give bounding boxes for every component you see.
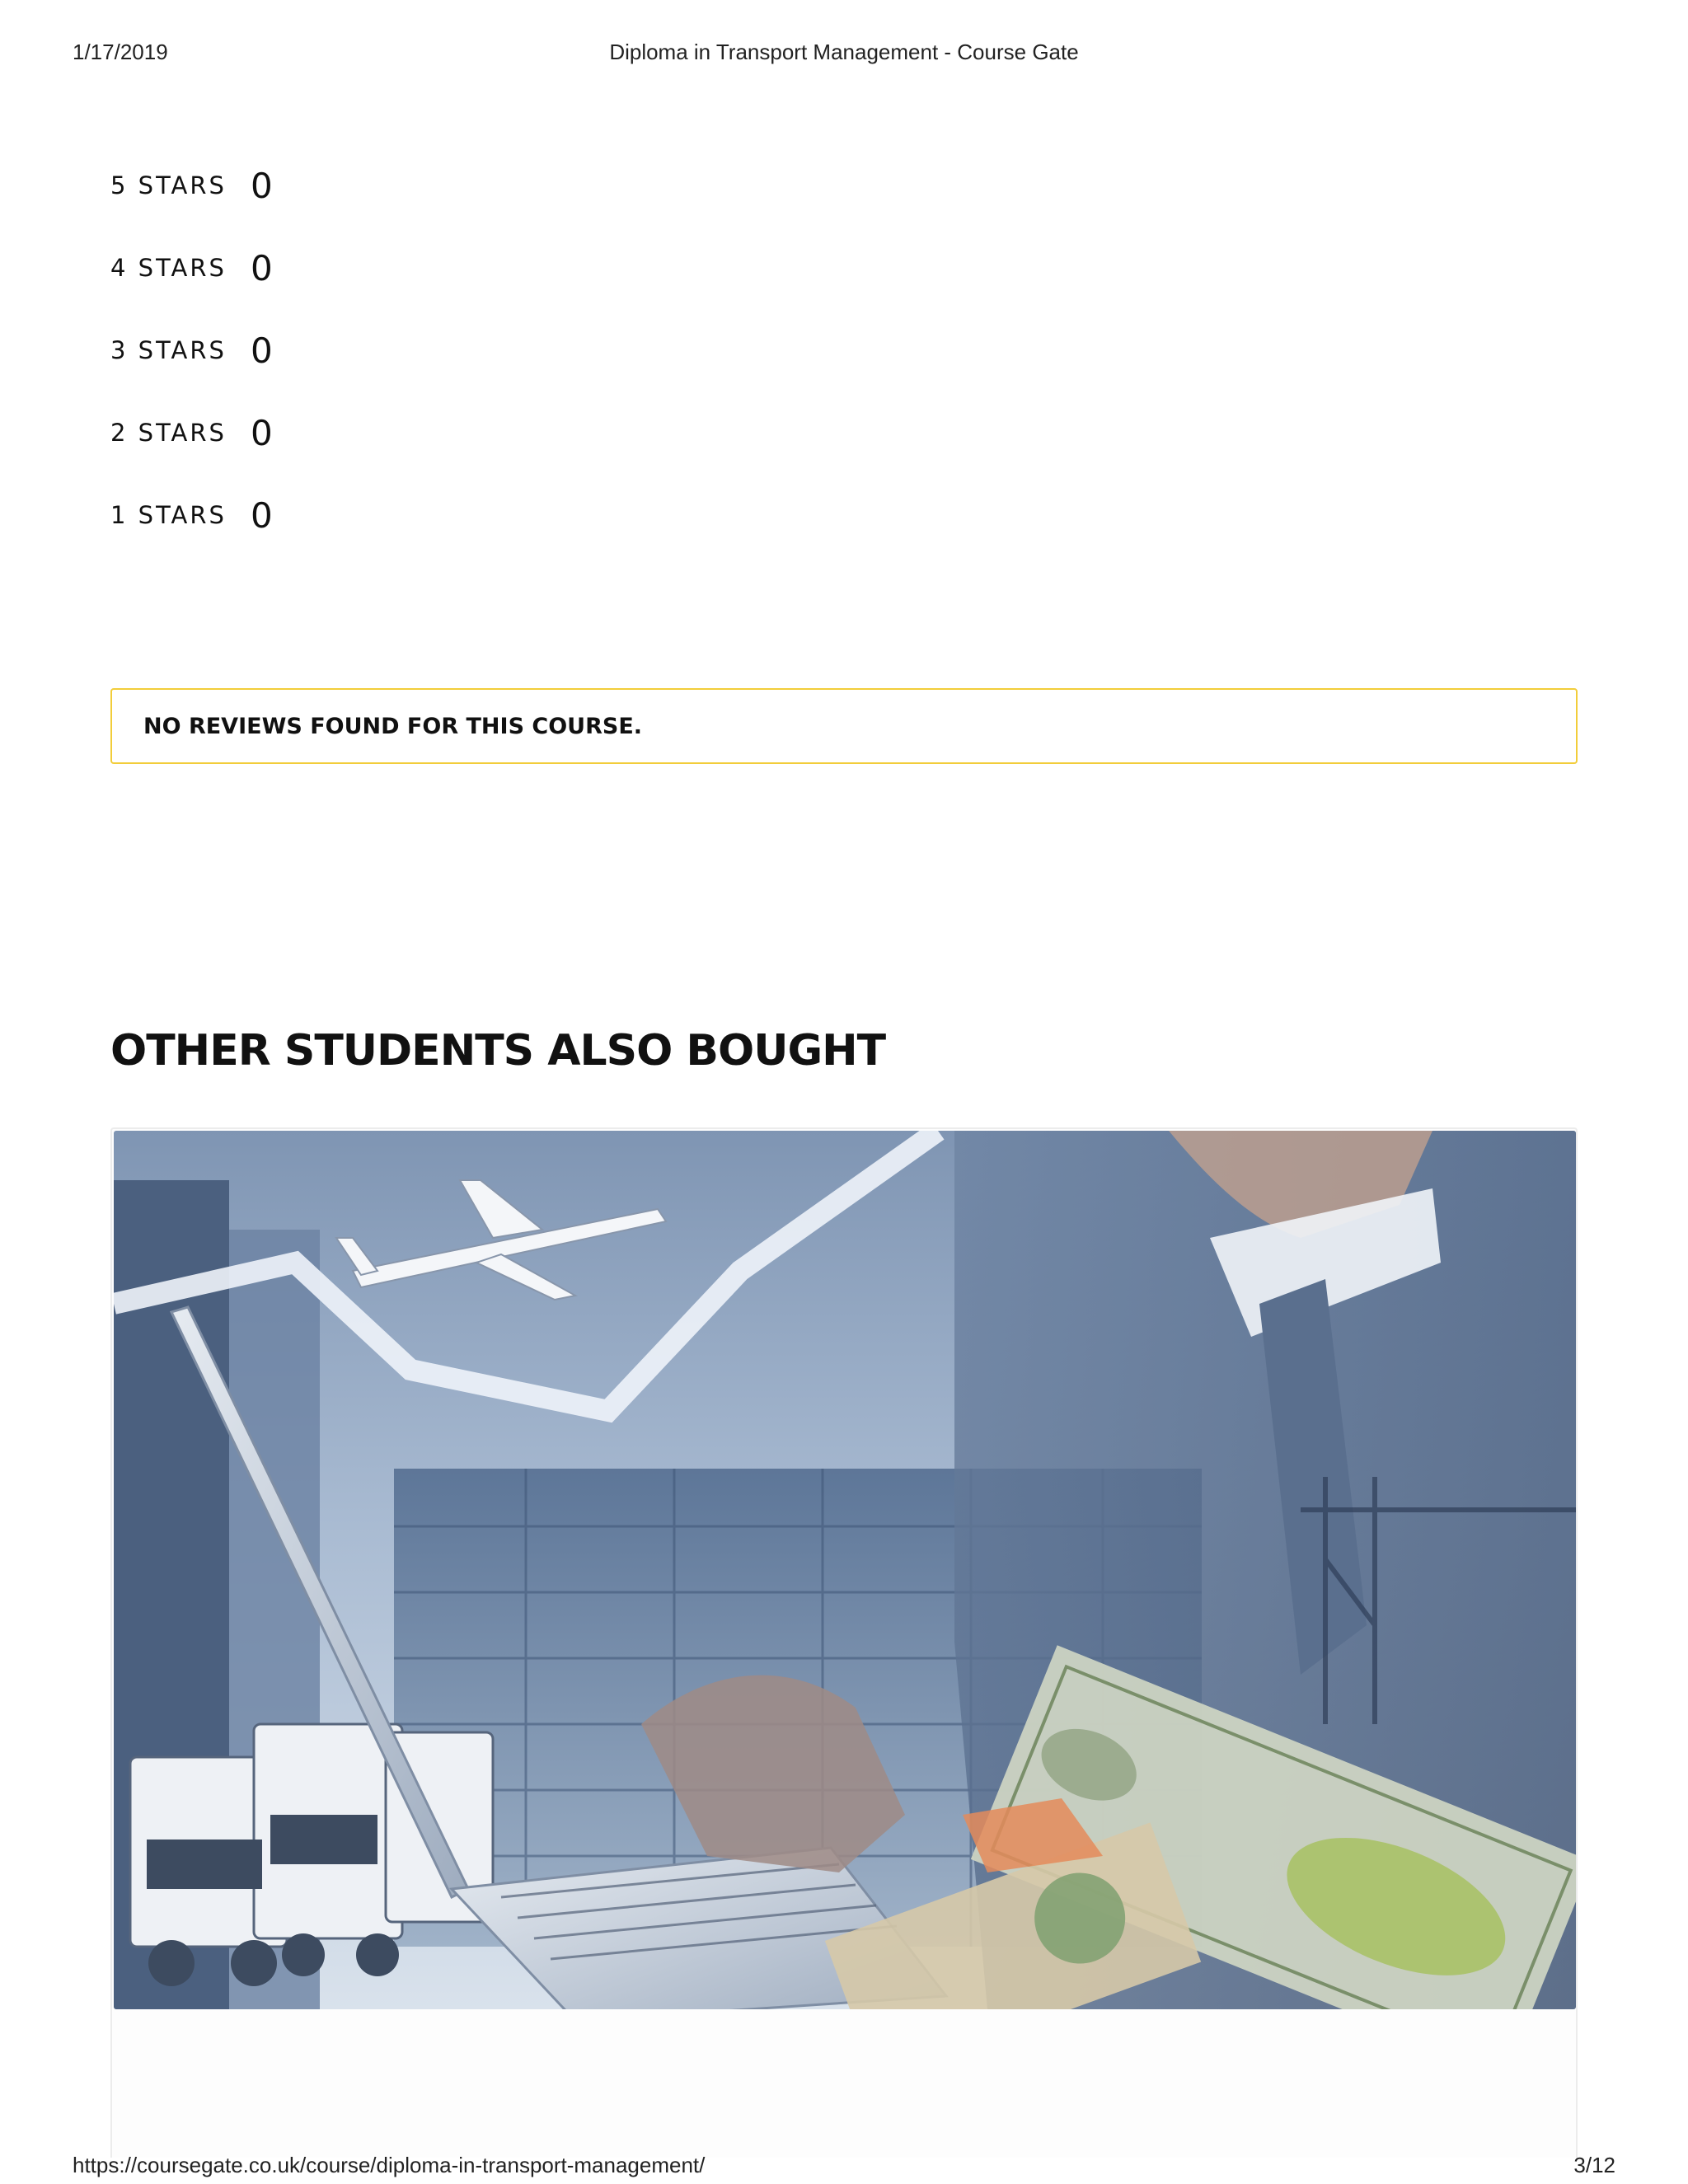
print-header bbox=[0, 40, 1688, 68]
rating-count: 0 bbox=[251, 330, 273, 371]
rating-row-2 bbox=[110, 391, 273, 474]
also-bought-title: OTHER STUDENTS ALSO BOUGHT bbox=[110, 1026, 886, 1076]
rating-label: 2 STARS bbox=[110, 419, 227, 447]
print-page-title: Diploma in Transport Management - Course Gate bbox=[609, 40, 1079, 64]
rating-count: 0 bbox=[251, 165, 273, 206]
rating-row-3 bbox=[110, 309, 273, 391]
rating-label: 3 STARS bbox=[110, 336, 227, 364]
rating-count: 0 bbox=[251, 247, 273, 288]
print-footer bbox=[0, 2153, 1688, 2181]
print-date: 1/17/2019 bbox=[73, 40, 168, 64]
course-card-image[interactable] bbox=[114, 1131, 1576, 2009]
rating-row-5 bbox=[110, 144, 273, 227]
no-reviews-notice: NO REVIEWS FOUND FOR THIS COURSE. bbox=[110, 688, 1578, 764]
rating-label: 5 STARS bbox=[110, 171, 227, 199]
rating-count: 0 bbox=[251, 412, 273, 453]
print-url: https://coursegate.co.uk/course/diploma-in-transport-management/ bbox=[73, 2153, 706, 2177]
rating-label: 1 STARS bbox=[110, 501, 227, 529]
course-card[interactable] bbox=[110, 1127, 1578, 2158]
rating-breakdown bbox=[110, 144, 273, 556]
rating-label: 4 STARS bbox=[110, 254, 227, 282]
rating-count: 0 bbox=[251, 494, 273, 536]
print-page-number: 3/12 bbox=[1573, 2153, 1615, 2177]
rating-row-1 bbox=[110, 474, 273, 556]
rating-row-4 bbox=[110, 227, 273, 309]
